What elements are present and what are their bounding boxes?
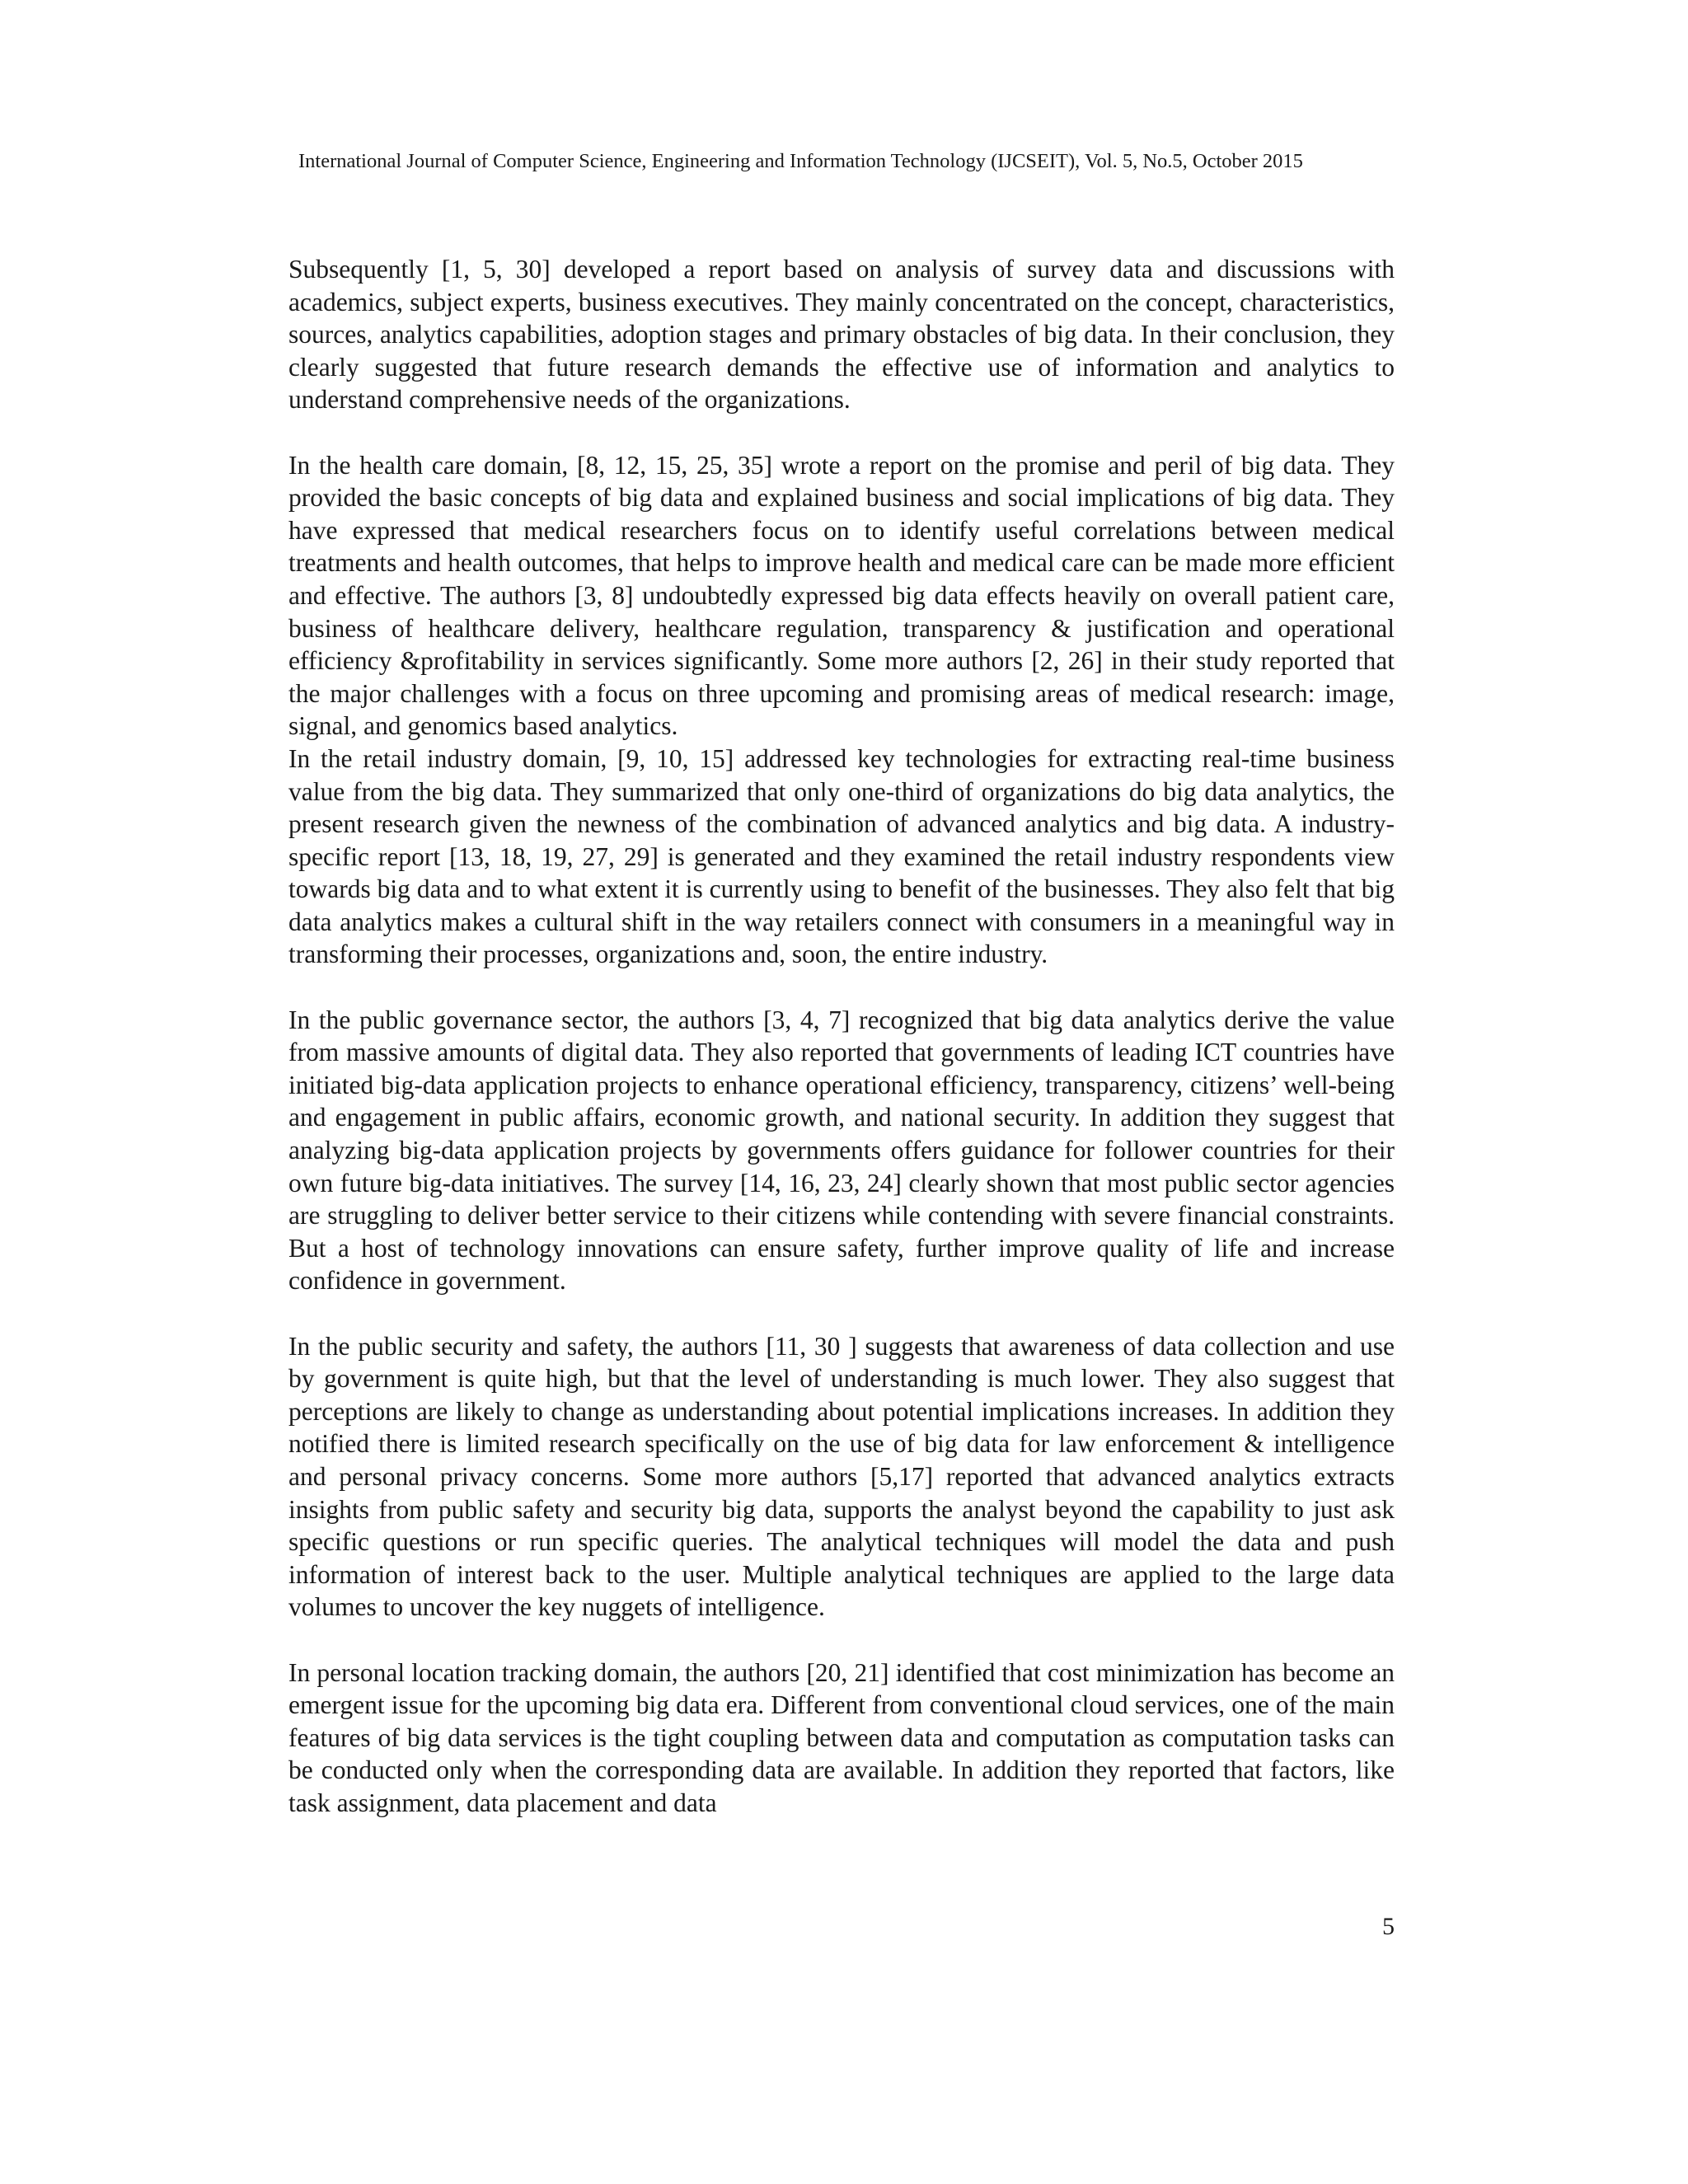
paragraph-retail-industry: In the retail industry domain, [9, 10, 15] addressed key technologies for extracting real-time business value from the big data. They summarized that only one-third of organizations do big data analytics, the present research given the newness of the combination of advanced analytics and big data. A industry-specific report [13, 18, 19, 27, 29] is generated and they examined the retail industry respondents view towards big data and to what extent it is currently using to benefit of the businesses. They also felt that big data analytics makes a cultural shift in the way retailers connect with consumers in a meaningful way in transforming their processes, organizations and, soon, the entire industry. (288, 743, 1395, 969)
paragraph-public-governance: In the public governance sector, the authors [3, 4, 7] recognized that big data analytics derive the value from massive amounts of digital data. They also reported that governments of leading ICT countries have initiated big-data application projects to enhance operational efficiency, transparency, citizens’ well-being and engagement in public affairs, economic growth, and national security. In addition they suggest that analyzing big-data application projects by governments offers guidance for follower countries for their own future big-data initiatives. The survey [14, 16, 23, 24] clearly shown that most public sector agencies are struggling to deliver better service to their citizens while contending with severe financial constraints. But a host of technology innovations can ensure safety, further improve quality of life and increase confidence in government. (288, 1005, 1395, 1296)
page-number: 5 (1382, 1913, 1395, 1940)
paragraph-survey-report: Subsequently [1, 5, 30] developed a report based on analysis of survey data and discussions with academics, subject experts, business executives. They mainly concentrated on the concept, characteristics, sources, analytics capabilities, adoption stages and primary obstacles of big data. In their conclusion, they clearly suggested that future research demands the effective use of information and analytics to understand comprehensive needs of the organizations. (288, 255, 1395, 415)
paragraph-location-tracking: In personal location tracking domain, the authors [20, 21] identified that cost minimization has become an emergent issue for the upcoming big data era. Different from conventional cloud services, one of the main features of big data services is the tight coupling between data and computation as computation tasks can be conducted only when the corresponding data are available. In addition they reported that factors, like task assignment, data placement and data (288, 1657, 1395, 1817)
paragraph-health-care: In the health care domain, [8, 12, 15, 25, 35] wrote a report on the promise and peril of big data. They provided the basic concepts of big data and explained business and social implications of big data. They have expressed that medical researchers focus on to identify useful correlations between medical treatments and health outcomes, that helps to improve health and medical care can be made more efficient and effective. The authors [3, 8] undoubtedly expressed big data effects heavily on overall patient care, business of healthcare delivery, healthcare regulation, transparency & justification and operational efficiency &profitability in services significantly. Some more authors [2, 26] in their study reported that the major challenges with a focus on three upcoming and promising areas of medical research: image, signal, and genomics based analytics. (288, 450, 1395, 741)
body-text (288, 253, 1395, 1820)
running-header: International Journal of Computer Science, Engineering and Information Technology (IJCSEIT), Vol. 5, No.5, October 2015 (298, 150, 1303, 172)
paragraph-public-security: In the public security and safety, the authors [11, 30 ] suggests that awareness of data collection and use by government is quite high, but that the level of understanding is much lower. They also suggest that perceptions are likely to change as understanding about potential implications increases. In addition they notified there is limited research specifically on the use of big data for law enforcement & intelligence and personal privacy concerns. Some more authors [5,17] reported that advanced analytics extracts insights from public safety and security big data, supports the analyst beyond the capability to just ask specific questions or run specific queries. The analytical techniques will model the data and push information of interest back to the user. Multiple analytical techniques are applied to the large data volumes to uncover the key nuggets of intelligence. (288, 1331, 1395, 1622)
